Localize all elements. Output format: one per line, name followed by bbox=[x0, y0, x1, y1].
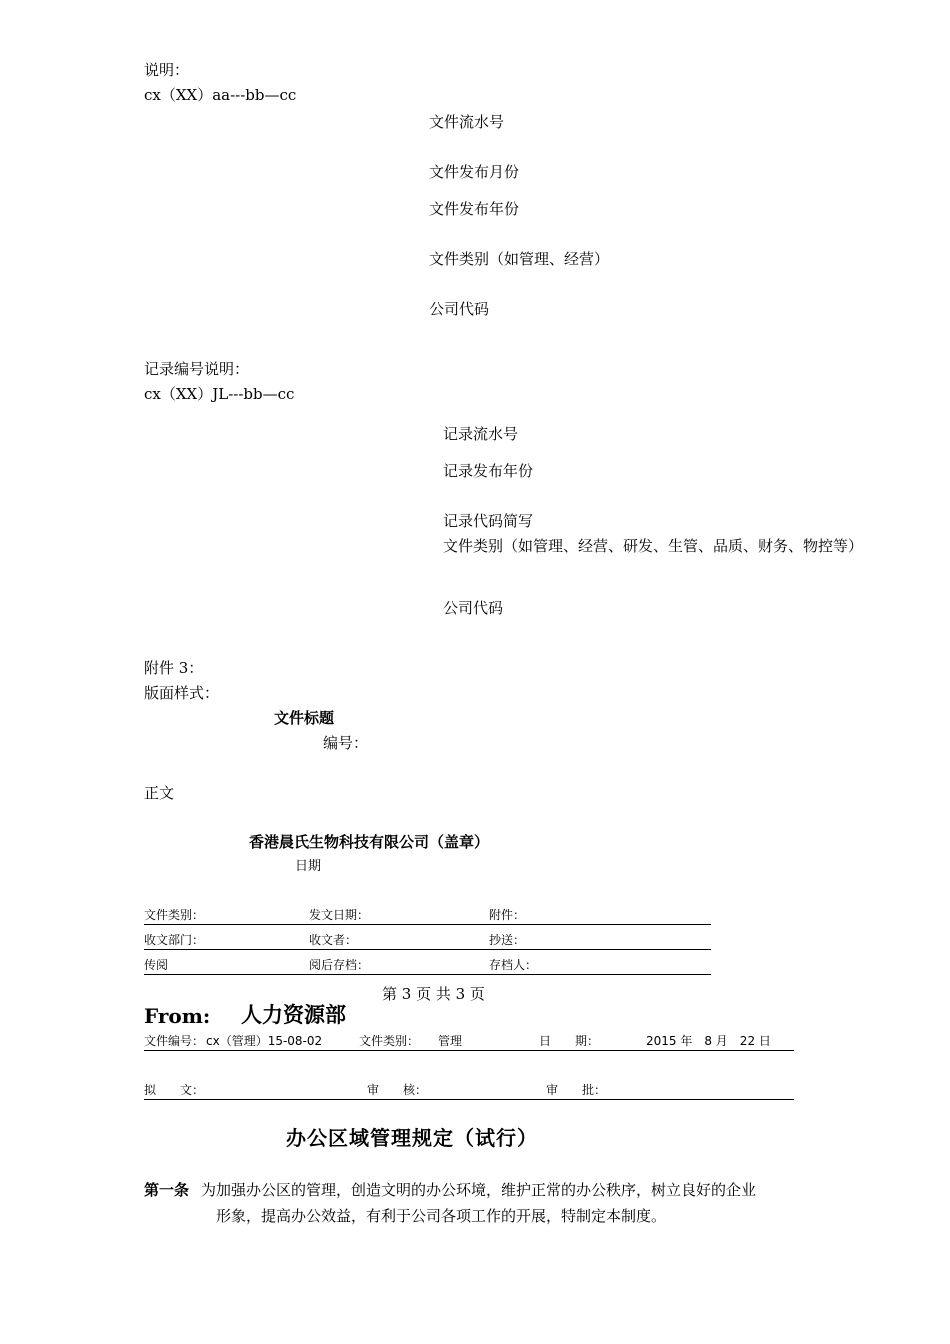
cell-archivist: 存档人： bbox=[489, 958, 538, 972]
doc-no-label: 文件编号： bbox=[144, 1034, 205, 1048]
doc-item-month: 文件发布月份 bbox=[429, 163, 520, 181]
cell-cc: 抄送： bbox=[489, 933, 526, 947]
distribution-row bbox=[144, 906, 711, 925]
cell-file-category: 文件类别： bbox=[144, 908, 205, 922]
doc-item-year: 文件发布年份 bbox=[429, 200, 520, 218]
page-footer: 第 3 页 共 3 页 bbox=[382, 985, 485, 1003]
record-item-code-abbr: 记录代码简写 bbox=[443, 512, 534, 530]
approve-label: 审 批： bbox=[546, 1083, 607, 1097]
regulation-title: 办公区域管理规定（试行） bbox=[286, 1126, 538, 1150]
record-item-company-code: 公司代码 bbox=[443, 599, 504, 617]
number-label-sample: 编号： bbox=[323, 734, 369, 752]
approval-row bbox=[144, 1081, 794, 1100]
doc-date-label: 日 期： bbox=[539, 1034, 600, 1048]
review-label: 审 核： bbox=[367, 1083, 428, 1097]
cell-attachment: 附件： bbox=[489, 908, 526, 922]
layout-label: 版面样式： bbox=[144, 684, 220, 702]
doc-type-label: 文件类别： bbox=[359, 1034, 420, 1048]
cell-recipient: 收文者： bbox=[309, 933, 358, 947]
draft-label: 拟 文： bbox=[144, 1083, 205, 1097]
cell-circulate: 传阅 bbox=[144, 958, 169, 972]
doc-item-company-code: 公司代码 bbox=[429, 300, 490, 318]
doc-info-row bbox=[144, 1032, 794, 1051]
doc-date-value: 2015 年 8 月 22 日 bbox=[646, 1034, 771, 1048]
doc-number-code: cx（XX）aa---bb—cc bbox=[144, 86, 297, 104]
doc-item-category: 文件类别（如管理、经营） bbox=[429, 250, 610, 268]
doc-type-value: 管理 bbox=[438, 1034, 463, 1048]
attachment-label: 附件 3： bbox=[144, 659, 204, 677]
article-text-line1: 为加强办公区的管理，创造文明的办公环境，维护正常的办公秩序，树立良好的企业 bbox=[201, 1181, 757, 1199]
file-title-sample: 文件标题 bbox=[274, 709, 335, 727]
article-label: 第一条 bbox=[144, 1181, 190, 1199]
distribution-row bbox=[144, 931, 711, 950]
company-seal: 香港晨氏生物科技有限公司（盖章） bbox=[249, 833, 490, 851]
cell-issue-date: 发文日期： bbox=[309, 908, 370, 922]
record-number-code: cx（XX）JL---bb—cc bbox=[144, 385, 295, 403]
cell-receiving-dept: 收文部门： bbox=[144, 933, 205, 947]
record-number-explain-title: 记录编号说明： bbox=[144, 360, 250, 378]
date-label-sample: 日期 bbox=[295, 859, 322, 874]
from-label: From: bbox=[144, 1004, 211, 1028]
article-text-line2: 形象，提高办公效益，有利于公司各项工作的开展，特制定本制度。 bbox=[216, 1207, 667, 1225]
cell-archive-after-read: 阅后存档： bbox=[309, 958, 370, 972]
distribution-row bbox=[144, 956, 711, 975]
record-item-serial: 记录流水号 bbox=[443, 425, 519, 443]
doc-item-serial: 文件流水号 bbox=[429, 113, 505, 131]
record-item-category: 文件类别（如管理、经营、研发、生管、品质、财务、物控等） bbox=[443, 537, 864, 555]
body-label-sample: 正文 bbox=[144, 784, 175, 802]
doc-no-value: cx（管理）15-08-02 bbox=[206, 1034, 323, 1048]
record-item-year: 记录发布年份 bbox=[443, 462, 534, 480]
from-department: 人力资源部 bbox=[241, 1002, 346, 1027]
doc-number-explain-title: 说明： bbox=[144, 61, 190, 79]
